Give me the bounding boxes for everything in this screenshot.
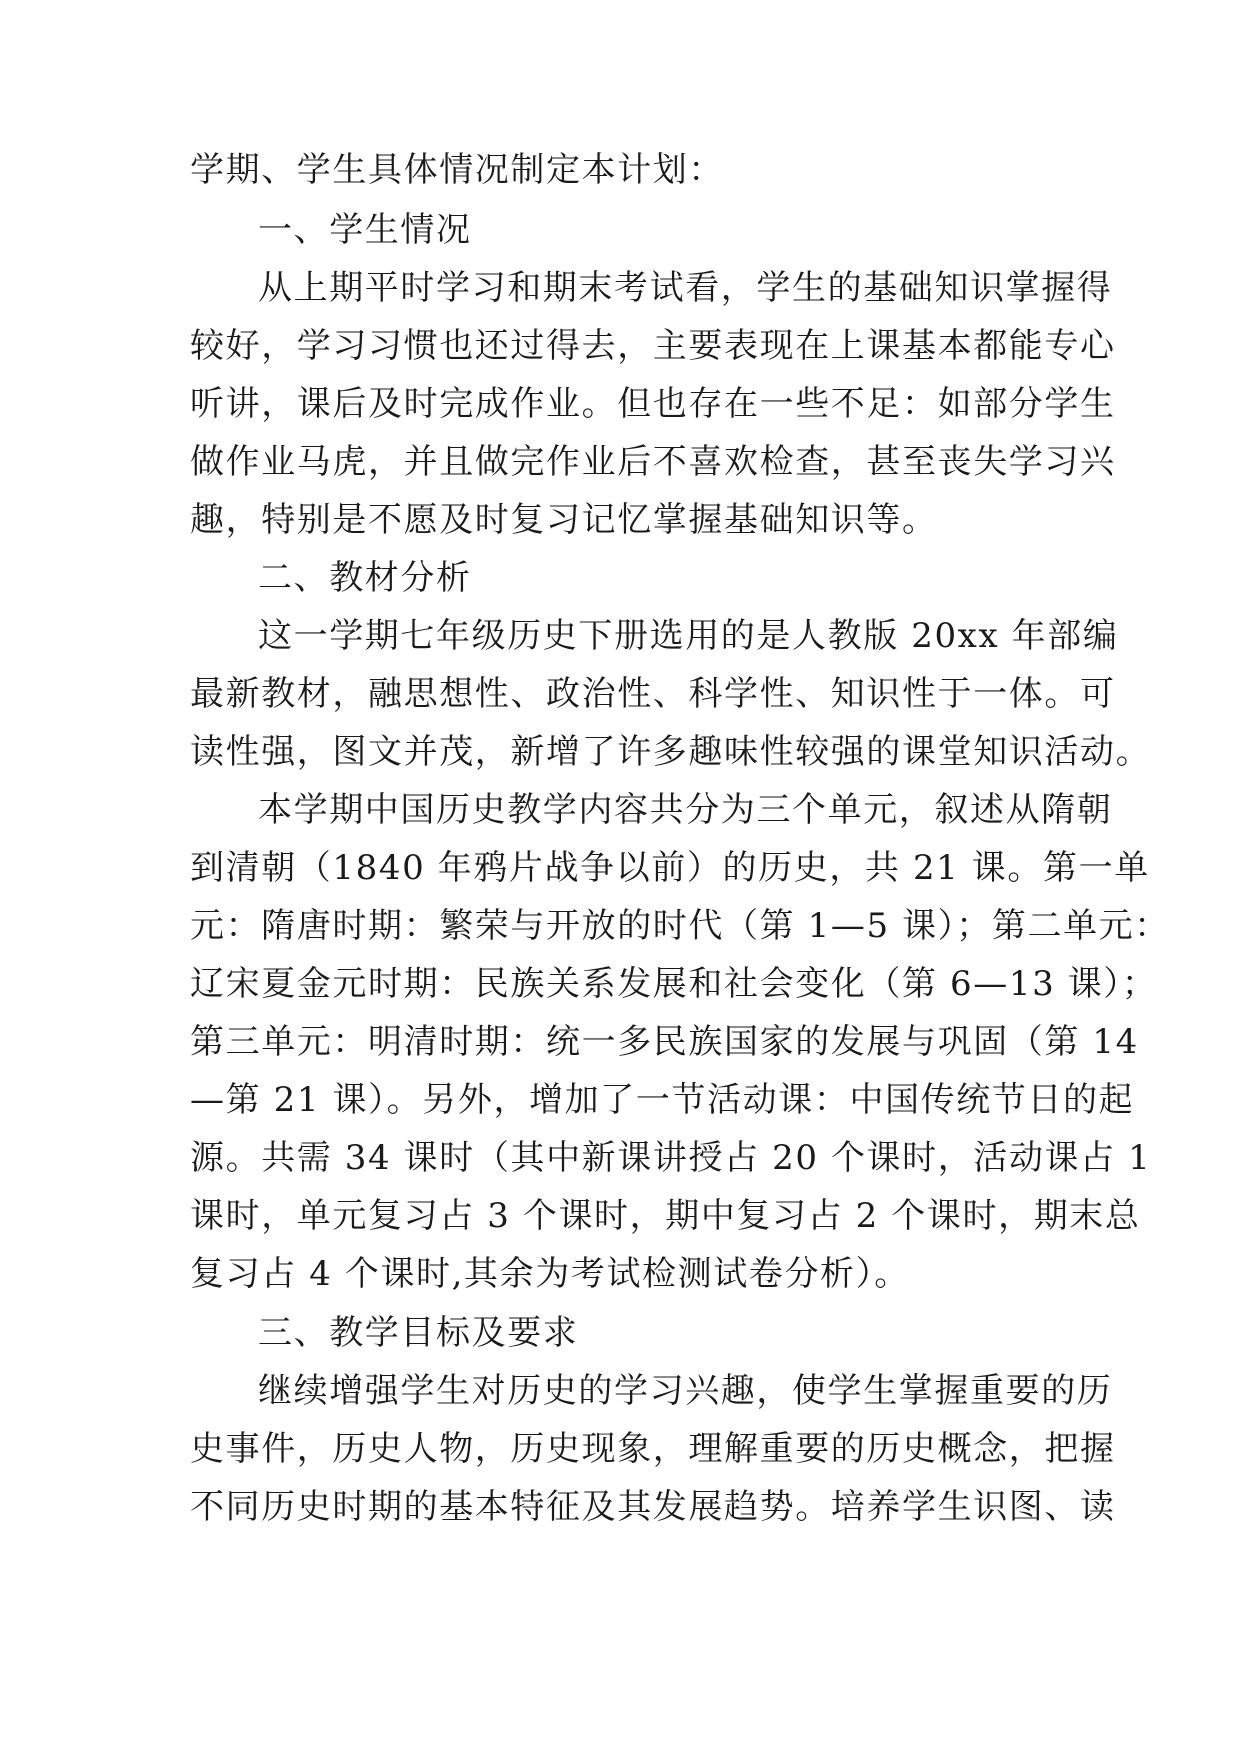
text-line: 到清朝（1840 年鸦片战争以前）的历史，共 21 课。第一单	[190, 848, 1150, 888]
text-line: 从上期平时学习和期末考试看，学生的基础知识掌握得	[258, 268, 1113, 308]
section-heading-teaching-goals: 三、教学目标及要求	[258, 1313, 579, 1353]
text-line: 趣，特别是不愿及时复习记忆掌握基础知识等。	[190, 500, 938, 540]
text-line: 学期、学生具体情况制定本计划：	[190, 150, 724, 190]
text-line: 较好，学习习惯也还过得去，主要表现在上课基本都能专心	[190, 326, 1116, 366]
text-line: 第三单元：明清时期：统一多民族国家的发展与巩固（第 14	[190, 1022, 1139, 1062]
text-line: 源。共需 34 课时（其中新课讲授占 20 个课时，活动课占 1	[190, 1138, 1152, 1178]
section-heading-textbook-analysis: 二、教材分析	[258, 558, 472, 598]
text-line: 这一学期七年级历史下册选用的是人教版 20xx 年部编	[258, 616, 1119, 656]
text-line: 史事件，历史人物，历史现象，理解重要的历史概念，把握	[190, 1429, 1116, 1469]
text-line: 做作业马虎，并且做完作业后不喜欢检查，甚至丧失学习兴	[190, 442, 1116, 482]
text-line: 元：隋唐时期：繁荣与开放的时代（第 1—5 课）；第二单元：	[190, 906, 1170, 946]
text-line: 最新教材，融思想性、政治性、科学性、知识性于一体。可	[190, 674, 1116, 714]
text-line: —第 21 课）。另外，增加了一节活动课：中国传统节日的起	[190, 1080, 1135, 1120]
text-line: 本学期中国历史教学内容共分为三个单元，叙述从隋朝	[258, 790, 1113, 830]
text-line: 继续增强学生对历史的学习兴趣，使学生掌握重要的历	[258, 1371, 1113, 1411]
text-line: 不同历史时期的基本特征及其发展趋势。培养学生识图、读	[190, 1487, 1116, 1527]
section-heading-student-situation: 一、学生情况	[258, 210, 472, 250]
text-line: 复习占 4 个课时,其余为考试检测试卷分析）。	[190, 1254, 910, 1294]
text-line: 辽宋夏金元时期：民族关系发展和社会变化（第 6—13 课）；	[190, 964, 1158, 1004]
text-line: 课时，单元复习占 3 个课时，期中复习占 2 个课时，期末总	[190, 1196, 1141, 1236]
text-line: 读性强，图文并茂，新增了许多趣味性较强的课堂知识活动。	[190, 732, 1152, 772]
text-line: 听讲，课后及时完成作业。但也存在一些不足：如部分学生	[190, 384, 1116, 424]
